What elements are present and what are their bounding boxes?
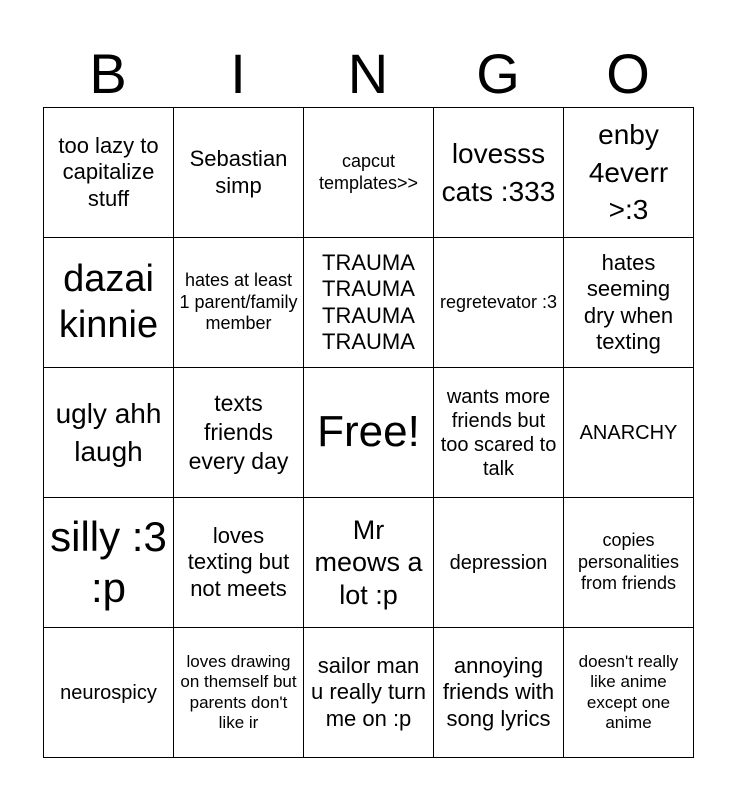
- free-space-cell[interactable]: [304, 368, 434, 498]
- header-letter-g: G: [476, 42, 520, 105]
- header-letter-o: O: [606, 42, 650, 105]
- bingo-cell-r5-c4[interactable]: [434, 628, 564, 758]
- bingo-cell-r2-c2[interactable]: [174, 238, 304, 368]
- bingo-cell-text: texts friends every day: [188, 390, 289, 474]
- header-letter-i: I: [230, 42, 246, 105]
- bingo-cell-r5-c2[interactable]: [174, 628, 304, 758]
- bingo-cell-text: annoying friends with song lyrics: [442, 652, 555, 731]
- bingo-cell-text: TRAUMA TRAUMA TRAUMA TRAUMA: [322, 249, 415, 354]
- free-space-text: Free!: [317, 407, 420, 457]
- bingo-cell-text: ugly ahh laugh: [55, 397, 162, 467]
- bingo-cell-text: Sebastian simp: [189, 146, 288, 198]
- bingo-cell-text: loves texting but not meets: [187, 522, 290, 601]
- bingo-cell-text: silly :3 :p: [50, 513, 167, 611]
- bingo-cell-text: doesn't really like anime except one anime: [578, 651, 679, 732]
- bingo-cell-text: loves drawing on themself but parents don't like ir: [180, 651, 297, 732]
- bingo-cell-text: neurospicy: [60, 681, 157, 704]
- bingo-cell-r3-c5[interactable]: [564, 368, 694, 498]
- bingo-cell-r4-c5[interactable]: [564, 498, 694, 628]
- bingo-cell-text: enby 4everr >:3: [588, 118, 669, 226]
- bingo-cell-text: dazai kinnie: [58, 257, 159, 346]
- bingo-cell-r2-c4[interactable]: [434, 238, 564, 368]
- bingo-cell-r5-c1[interactable]: [44, 628, 174, 758]
- bingo-cell-text: hates at least 1 parent/family member: [179, 270, 298, 334]
- header-letter-n: N: [347, 42, 389, 105]
- bingo-cell-r3-c4[interactable]: [434, 368, 564, 498]
- bingo-cell-text: wants more friends but too scared to talk: [440, 385, 557, 480]
- bingo-cell-text: hates seeming dry when texting: [583, 249, 674, 354]
- bingo-cell-r1-c1[interactable]: [44, 108, 174, 238]
- bingo-cell-r4-c4[interactable]: [434, 498, 564, 628]
- bingo-cell-text: regretevator :3: [439, 291, 558, 312]
- bingo-cell-r1-c2[interactable]: [174, 108, 304, 238]
- bingo-cell-r2-c1[interactable]: [44, 238, 174, 368]
- bingo-cell-text: lovesss cats :333: [441, 137, 556, 207]
- bingo-cell-r3-c1[interactable]: [44, 368, 174, 498]
- bingo-cell-text: copies personalities from friends: [577, 530, 680, 594]
- bingo-cell-r5-c3[interactable]: [304, 628, 434, 758]
- bingo-cell-r1-c5[interactable]: [564, 108, 694, 238]
- bingo-header: [43, 40, 693, 108]
- bingo-cell-text: depression: [449, 551, 548, 574]
- bingo-cell-text: capcut templates>>: [318, 150, 419, 193]
- bingo-cell-r1-c3[interactable]: [304, 108, 434, 238]
- bingo-cell-text: sailor man u really turn me on :p: [311, 652, 426, 731]
- bingo-cell-r4-c3[interactable]: [304, 498, 434, 628]
- bingo-cell-text: too lazy to capitalize stuff: [58, 132, 159, 211]
- bingo-cell-r1-c4[interactable]: [434, 108, 564, 238]
- bingo-cell-r2-c5[interactable]: [564, 238, 694, 368]
- bingo-card-grid: [43, 107, 694, 758]
- bingo-cell-r5-c5[interactable]: [564, 628, 694, 758]
- bingo-cell-r3-c2[interactable]: [174, 368, 304, 498]
- bingo-cell-r4-c2[interactable]: [174, 498, 304, 628]
- header-letter-b: B: [89, 42, 127, 105]
- bingo-cell-r4-c1[interactable]: [44, 498, 174, 628]
- bingo-cell-text: ANARCHY: [579, 421, 678, 444]
- bingo-cell-text: Mr meows a lot :p: [314, 514, 423, 610]
- bingo-cell-r2-c3[interactable]: [304, 238, 434, 368]
